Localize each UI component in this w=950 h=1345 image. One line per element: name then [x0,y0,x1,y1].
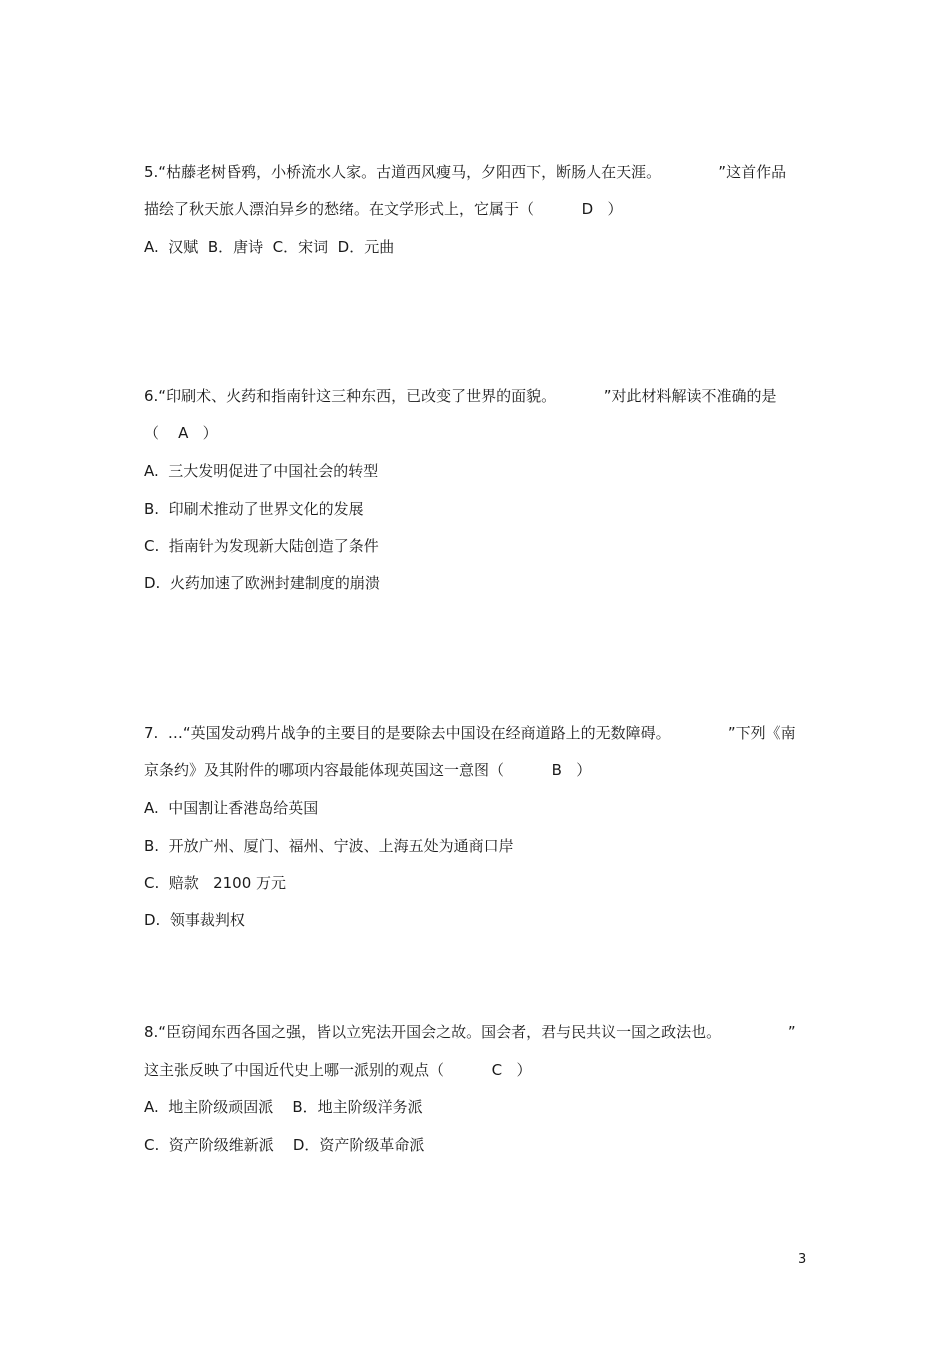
question-6-option-b: B. 印刷术推动了世界文化的发展 [144,500,364,518]
question-8-line-2: 这主张反映了中国近代史上哪一派别的观点（ C ） [144,1061,532,1079]
question-8-options-ab: A. 地主阶级顽固派 B．地主阶级洋务派 [144,1098,423,1116]
page-number: 3 [798,1252,807,1267]
question-5-line-1: 5.“枯藤老树昏鸦，小桥流水人家。古道西风瘦马，夕阳西下，断肠人在天涯。 ”这首作品 [144,163,787,181]
question-7-option-c: C. 赔款 2100 万元 [144,874,287,892]
question-7-option-b: B. 开放广州、厦门、福州、宁波、上海五处为通商口岸 [144,837,514,855]
question-6-line-2: （ A ） [144,424,218,442]
question-5-options: A. 汉赋 B．唐诗 C．宋词 D．元曲 [144,238,395,256]
question-6-option-d: D. 火药加速了欧洲封建制度的崩溃 [144,574,380,592]
question-6-option-c: C. 指南针为发现新大陆创造了条件 [144,537,379,555]
question-7-line-1: 7. …“英国发动鸦片战争的主要目的是要除去中国设在经商道路上的无数障碍。 ”下列《南 [144,724,796,742]
question-6-line-1: 6.“印刷术、火药和指南针这三种东西，已改变了世界的面貌。 ”对此材料解读不准确的是 [144,387,777,405]
question-7-option-a: A. 中国割让香港岛给英国 [144,799,319,817]
question-8-options-cd: C. 资产阶级维新派 D．资产阶级革命派 [144,1136,425,1154]
question-5-line-2: 描绘了秋天旅人漂泊异乡的愁绪。在文学形式上，它属于（ D ） [144,200,623,218]
question-6-option-a: A. 三大发明促进了中国社会的转型 [144,462,379,480]
question-8-line-1: 8.“臣窃闻东西各国之强，皆以立宪法开国会之故。国会者，君与民共议一国之政法也。 ” [144,1023,796,1041]
question-7-line-2: 京条约》及其附件的哪项内容最能体现英国这一意图（ B ） [144,761,592,779]
question-7-option-d: D. 领事裁判权 [144,911,245,929]
